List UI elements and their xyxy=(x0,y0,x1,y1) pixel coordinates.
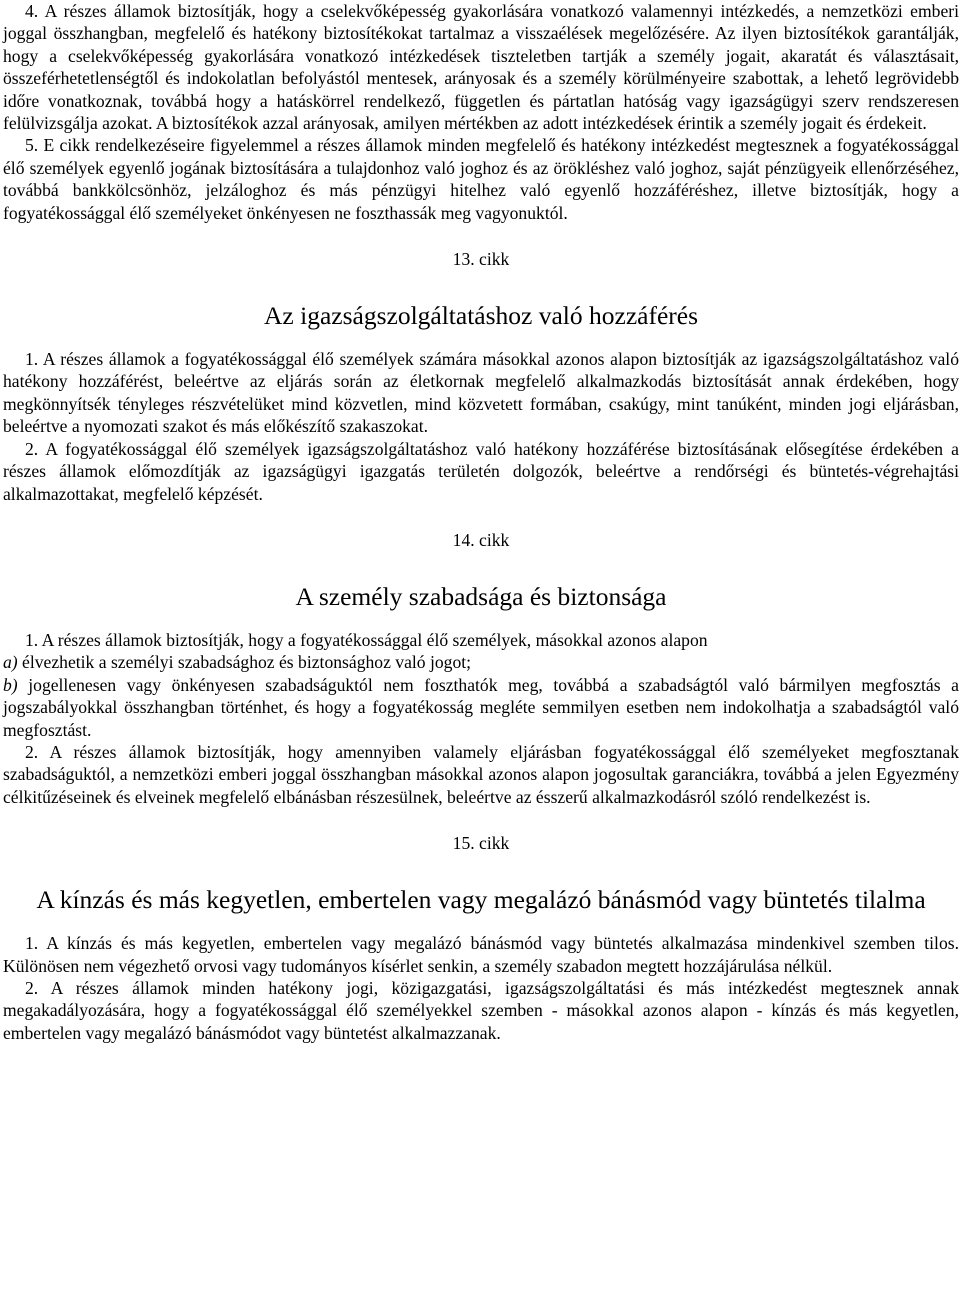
article13-number: 13. cikk xyxy=(452,249,510,270)
article14-paragraph-1: 1. A részes államok biztosítják, hogy a fogyatékossággal élő személyek, másokkal azonos alapon xyxy=(25,629,708,650)
article13-title: Az igazságszolgáltatáshoz való hozzáférés xyxy=(264,301,698,331)
point-b-label: b) xyxy=(3,674,18,695)
article13-paragraph-1: 1. A részes államok a fogyatékossággal élő személyek számára másokkal azonos alapon biztosítják az igazságszolgáltatáshoz való hatékony hozzáférést, beleértve az eljárás során az életkornak megfelelő alkalmazkodás biztosítását annak érdekében, hogy megkönnyítsék tényleges részvételüket mind közvetlen, mind közvetett formában, csakúgy, mint tanúként, minden jogi eljárásban, beleértve a nyomozati szakot és más előkészítő szakaszokat. xyxy=(3,349,959,437)
article15-title: A kínzás és más kegyetlen, embertelen vagy megalázó bánásmód vagy büntetés tilalma xyxy=(36,885,926,915)
article12-paragraph-4: 4. A részes államok biztosítják, hogy a cselekvőképesség gyakorlására vonatkozó valamennyi intézkedés, a nemzetközi emberi joggal összhangban, megfelelő és hatékony biztosítékokat tartalmaz a visszaélések megelőzésére. Az ilyen biztosítékok garantálják, hogy a cselekvőképesség gyakorlására vonatkozó intézkedések tiszteletben tartják a személy jogait, akaratát és választásait, összeférhetetlenségtől és indokolatlan befolyástól mentesek, arányosak és a személy körülményeire szabottak, a lehető legrövidebb időre vonatkoznak, továbbá hogy a hatáskörrel rendelkező, független és pártatlan hatóság vagy igazságügyi szerv rendszeresen felülvizsgálja azokat. A biztosítékok azzal arányosak, amilyen mértékben az adott intézkedések érintik a személy jogait és érdekeit. xyxy=(3,1,959,134)
article12-paragraph-5: 5. E cikk rendelkezéseire figyelemmel a részes államok minden megfelelő és hatékony intézkedést megtesznek a fogyatékossággal élő személyek egyenlő jogának biztosítására a tulajdonhoz való joghoz és az örökléshez való joghoz, saját pénzügyeik ellenőrzéséhez, továbbá bankkölcsönhöz, jelzáloghoz és más pénzügyi hitelhez való egyenlő hozzáféréshez, illetve biztosítják, hogy a fogyatékossággal élő személyeket önkényesen ne foszthassák meg vagyonuktól. xyxy=(3,135,959,223)
article15-paragraph-2: 2. A részes államok minden hatékony jogi, közigazgatási, igazságszolgáltatási és más intézkedést megtesznek annak megakadályozására, hogy a fogyatékossággal élő személyekkel szemben - másokkal azonos alapon - kínzás és más kegyetlen, embertelen vagy megalázó bánásmódot vagy büntetést alkalmazzanak. xyxy=(3,977,959,1043)
article14-point-b xyxy=(3,674,959,741)
article13-paragraph-2: 2. A fogyatékossággal élő személyek igazságszolgáltatáshoz való hatékony hozzáférése biztosításának elősegítése érdekében a részes államok előmozdítják az igazságügyi igazgatás területén dolgozók, beleértve a rendőrségi és büntetés-végrehajtási alkalmazottakat, megfelelő képzését. xyxy=(3,438,959,504)
point-a-label: a) xyxy=(3,652,18,673)
article15-paragraph-1: 1. A kínzás és más kegyetlen, embertelen vagy megalázó bánásmód vagy büntetés alkalmazása mindenkivel szemben tilos. Különösen nem végezhető orvosi vagy tudományos kísérlet senkin, a személy szabadon megtett hozzájárulása nélkül. xyxy=(3,933,959,976)
document-page xyxy=(3,0,959,1044)
article14-title: A személy szabadsága és biztonsága xyxy=(295,581,667,611)
point-a-text: élvezhetik a személyi szabadsághoz és biztonsághoz való jogot; xyxy=(17,652,472,673)
article15-number: 15. cikk xyxy=(452,833,510,854)
article14-paragraph-2: 2. A részes államok biztosítják, hogy amennyiben valamely eljárásban fogyatékossággal élő személyeket megfosztanak szabadságuktól, a nemzetközi emberi joggal összhangban másokkal azonos alapon jogosultak garanciákra, továbbá a jelen Egyezmény célkitűzéseinek és elveinek megfelelő elbánásban részesülnek, beleértve az ésszerű alkalmazkodásról szóló rendelkezést is. xyxy=(3,741,959,807)
point-b-text: jogellenesen vagy önkényesen szabadságuktól nem foszthatók meg, továbbá a szabadságtól való bármilyen megfosztás a jogszabályokkal összhangban történhet, és hogy a fogyatékosság megléte semmilyen esetben nem indokolhatja a szabadságtól való megfosztást. xyxy=(3,674,959,740)
article14-point-a xyxy=(3,651,959,673)
article14-number: 14. cikk xyxy=(452,529,510,550)
